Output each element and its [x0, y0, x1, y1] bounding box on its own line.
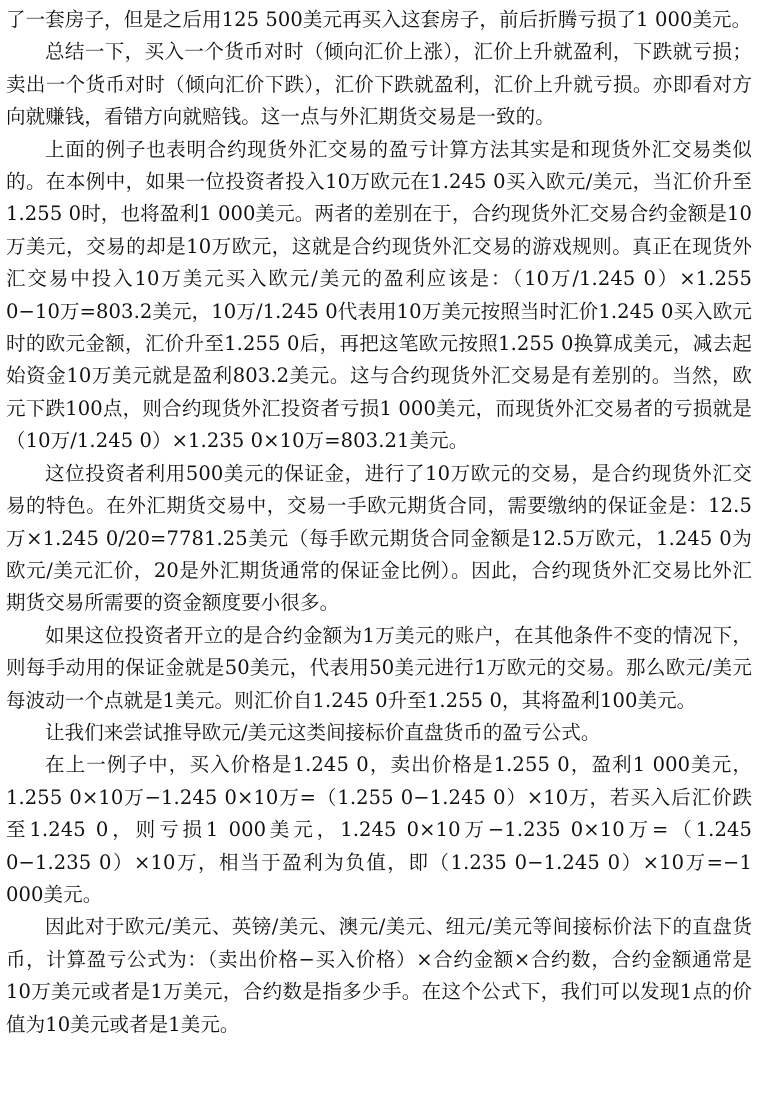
paragraph-derivation: 在上一例子中，买入价格是1.245 0，卖出价格是1.255 0，盈利1 000美元，1.255 0×10万−1.245 0×10万=（1.255 0−1.245 0）×10万，若买入后汇价跌至1.245 0，则亏损1 000美元，1.245 0×10万−1.235 0×10万=（1.245 0−1.235 0）×10万，相当于盈利为负值，即（1.235 0−1.245 0）×10万=−1 000美元。: [6, 753, 752, 906]
paragraph-small-account: 如果这位投资者开立的是合约金额为1万美元的账户，在其他条件不变的情况下，则每手动用的保证金就是50美元，代表用50美元进行1万欧元的交易。那么欧元/美元每波动一个点就是1美元。则汇价自1.245 0升至1.255 0，其将盈利100美元。: [6, 623, 752, 712]
paragraph-conclusion: 因此对于欧元/美元、英镑/美元、澳元/美元、纽元/美元等间接标价法下的直盘货币，计算盈亏公式为：（卖出价格−买入价格）×合约金额×合约数，合约金额通常是10万美元或者是1万美元，合约数是指多少手。在这个公式下，我们可以发现1点的价值为10美元或者是1美元。: [6, 915, 752, 1036]
paragraph-summary: 总结一下，买入一个货币对时（倾向汇价上涨），汇价上升就盈利，下跌就亏损；卖出一个货币对时（倾向汇价下跌），汇价下跌就盈利，汇价上升就亏损。亦即看对方向就赚钱，看错方向就赔钱。这一点与外汇期货交易是一致的。: [6, 40, 752, 129]
paragraph-formula-intro: 让我们来尝试推导欧元/美元这类间接标价直盘货币的盈亏公式。: [45, 720, 601, 744]
paragraph-profit-calculation: 上面的例子也表明合约现货外汇交易的盈亏计算方法其实是和现货外汇交易类似的。在本例中，如果一位投资者投入10万欧元在1.245 0买入欧元/美元，当汇价升至1.255 0时，也将盈利1 000美元。两者的差别在于，合约现货外汇交易合约金额是10万美元，交易的却是10万欧元，这就是合约现货外汇交易的游戏规则。真正在现货外汇交易中投入10万美元买入欧元/美元的盈利应该是：（10万/1.245 0）×1.255 0−10万=803.2美元，10万/1.245 0代表用10万美元按照当时汇价1.245 0买入欧元时的欧元金额，汇价升至1.255 0后，再把这笔欧元按照1.255 0换算成美元，减去起始资金10万美元就是盈利803.2美元。这与合约现货外汇交易是有差别的。当然，欧元下跌100点，则合约现货外汇投资者亏损1 000美元，而现货外汇交易者的亏损就是（10万/1.245 0）×1.235 0×10万=803.21美元。: [6, 137, 752, 453]
paragraph-continuation: 了一套房子，但是之后用125 500美元再买入这套房子，前后折腾亏损了1 000美元。: [6, 8, 752, 31]
paragraph-margin: 这位投资者利用500美元的保证金，进行了10万欧元的交易，是合约现货外汇交易的特色。在外汇期货交易中，交易一手欧元期货合同，需要缴纳的保证金是：12.5万×1.245 0/20=7781.25美元（每手欧元期货合同金额是12.5万欧元，1.245 0为欧元/美元汇价，20是外汇期货通常的保证金比例）。因此，合约现货外汇交易比外汇期货交易所需要的资金额度要小很多。: [6, 461, 752, 615]
